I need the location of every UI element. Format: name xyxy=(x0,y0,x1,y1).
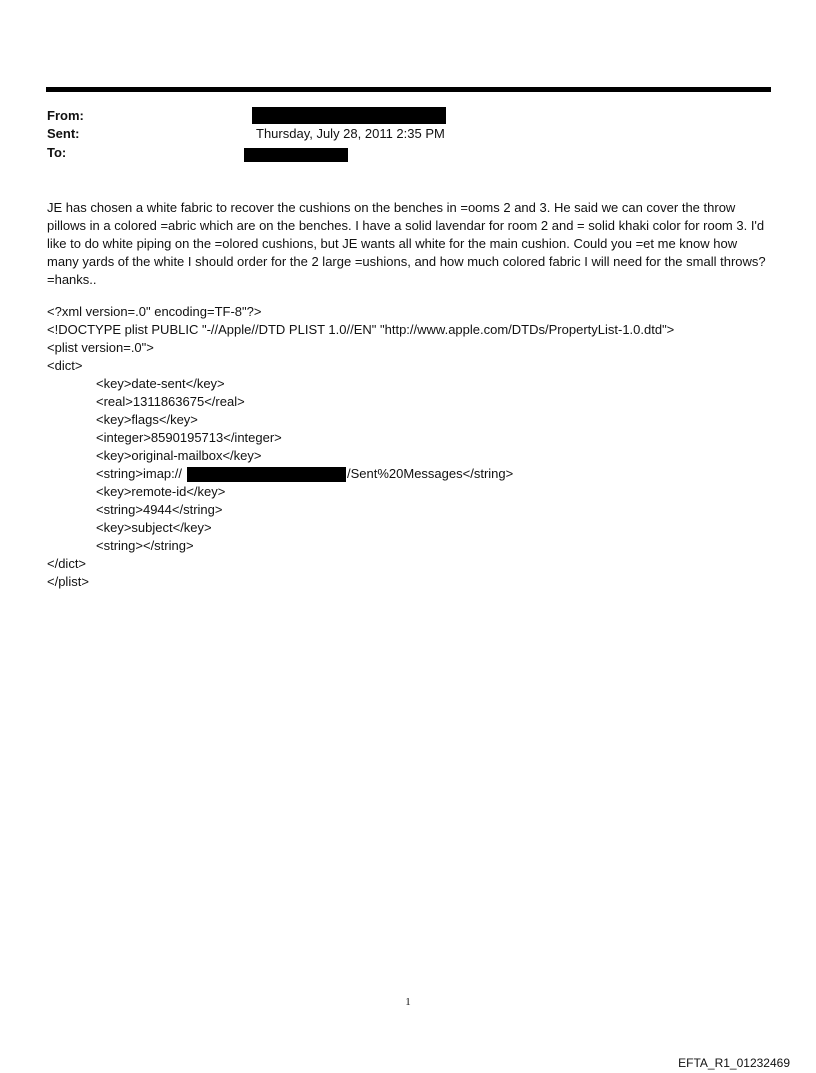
plist-line: <key>original-mailbox</key> xyxy=(96,448,262,463)
xml-declaration: <?xml version=.0" encoding=TF-8"?> xyxy=(47,304,262,319)
plist-line: <key>flags</key> xyxy=(96,412,198,427)
dict-open: <dict> xyxy=(47,358,83,373)
plist-line: <integer>8590195713</integer> xyxy=(96,430,282,445)
redacted-mailbox xyxy=(187,467,346,482)
plist-line: <key>remote-id</key> xyxy=(96,484,226,499)
redacted-to xyxy=(244,148,348,162)
sent-label: Sent: xyxy=(47,126,80,141)
plist-open: <plist version=.0"> xyxy=(47,340,154,355)
from-label: From: xyxy=(47,108,84,123)
to-label: To: xyxy=(47,145,67,160)
header-rule xyxy=(46,87,771,92)
email-body: JE has chosen a white fabric to recover the cushions on the benches in =ooms 2 and 3. He said we can cover the throw pillows in a colored =abric which are on the benches. I have a solid lavendar for room 2 and = solid khaki color for room 3. I'd like to do white piping on the =olored cushions, but JE wants all white for the main cushion. Could you =et me know how many yards of the white I should order for the 2 large =ushions, and how much colored fabric I will need for the small throws? =hanks.. xyxy=(47,200,766,287)
redacted-from xyxy=(252,107,446,124)
sent-value: Thursday, July 28, 2011 2:35 PM xyxy=(256,126,445,141)
plist-line: <key>date-sent</key> xyxy=(96,376,225,391)
plist-line: <string>4944</string> xyxy=(96,502,223,517)
dict-close: </dict> xyxy=(47,556,87,571)
doctype-line: <!DOCTYPE plist PUBLIC "-//Apple//DTD PLIST 1.0//EN" "http://www.apple.com/DTDs/PropertyList-1.0.dtd"> xyxy=(47,322,675,337)
plist-line: <real>1311863675</real> xyxy=(96,394,245,409)
plist-line-mailbox-start: <string>imap:// xyxy=(96,466,182,481)
plist-line-mailbox-end: /Sent%20Messages</string> xyxy=(347,466,514,481)
plist-close: </plist> xyxy=(47,574,89,589)
page-number: 1 xyxy=(405,996,411,1008)
plist-line: <string></string> xyxy=(96,538,194,553)
document-id: EFTA_R1_01232469 xyxy=(678,1056,790,1070)
plist-line: <key>subject</key> xyxy=(96,520,212,535)
